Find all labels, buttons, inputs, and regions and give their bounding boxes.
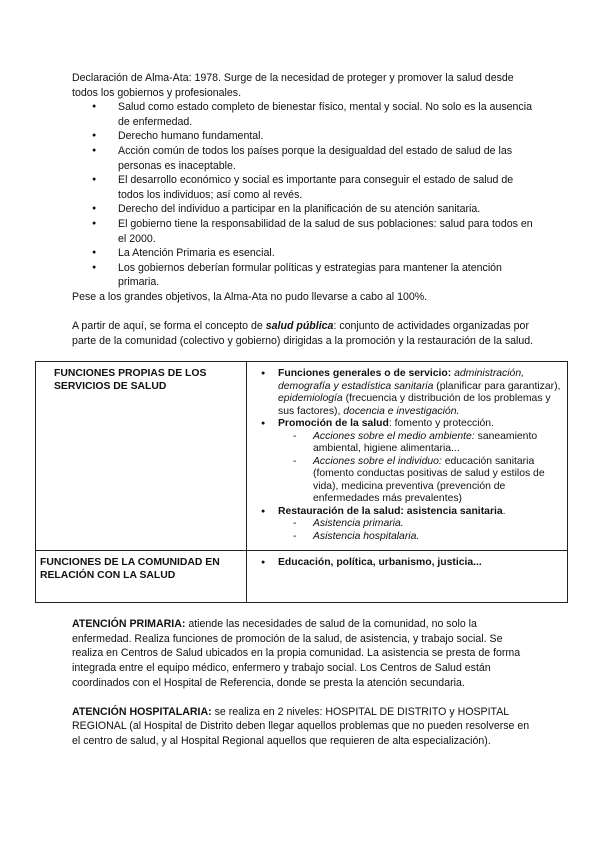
list-item	[278, 418, 563, 506]
list-item: ● El gobierno tiene la responsabilidad de la salud de sus poblaciones: salud para todos en el 2000.	[118, 217, 540, 246]
item-title: Funciones generales o de servicio:	[278, 368, 455, 380]
list-item: ● Salud como estado completo de bienestar físico, mental y social. No solo es la ausencia de enfermedad.	[118, 100, 540, 129]
list-item: ● Los gobiernos deberían formular políticas y estrategias para mantener la atención primaria.	[118, 261, 540, 290]
list-item: ● Acción común de todos los países porque la desigualdad del estado de salud de las personas es inaceptable.	[118, 144, 540, 173]
sub-item	[313, 518, 563, 531]
funciones-table	[35, 361, 568, 603]
alma-ata-list	[72, 100, 540, 290]
list-item	[278, 368, 563, 418]
list-item: ● El desarrollo económico y social es importante para conseguir el estado de salud de todos los individuos; así como al revés.	[118, 173, 540, 202]
table-row	[36, 362, 568, 551]
item-text: educación sanitaria (fomento conductas positivas de salud y estilos de vida), medicina preventiva (prevención de enfermedades más prevalentes)	[313, 455, 545, 505]
item-title: Restauración de la salud: asistencia sanitaria	[278, 505, 503, 517]
item-italic: Asistencia hospitalaria.	[313, 530, 420, 542]
salud-publica-paragraph	[72, 319, 540, 348]
atencion-primaria-text: atiende las necesidades de salud de la comunidad, no solo la enfermedad. Realiza funciones de promoción de la salud, de asistencia, y trabajo social. Se realiza en Centros de Salud ubicados en la propia comunidad. La asistencia se presta de forma integrada entre el equipo médico, enfermero y trabajo social. Los Centros de Salud están coordinados con el Hospital de Referencia, donde se presta la atención secundaria.	[72, 618, 521, 689]
salud-publica-prefix: A partir de aquí, se forma el concepto de	[72, 320, 266, 333]
item-italic: Asistencia primaria.	[313, 518, 404, 530]
list-item: ● Derecho del individuo a participar en la planificación de su atención sanitaria.	[118, 202, 540, 217]
item-italic: docencia e investigación.	[343, 405, 460, 417]
alma-ata-section	[72, 71, 540, 305]
item-italic: Acciones sobre el medio ambiente:	[313, 430, 475, 442]
table-row	[36, 551, 568, 603]
sub-item	[313, 456, 563, 506]
item-text: (frecuencia y distribución de los problemas y sus factores),	[278, 393, 551, 417]
alma-ata-heading: Declaración de Alma-Ata: 1978. Surge de la necesidad de proteger y promover la salud desde todos los gobiernos y profesionales.	[72, 72, 514, 99]
atencion-hospitalaria-paragraph	[72, 705, 534, 749]
salud-publica-term: salud pública	[265, 320, 334, 333]
row-header: FUNCIONES DE LA COMUNIDAD EN RELACIÓN CON LA SALUD	[36, 551, 247, 603]
item-italic: Acciones sobre el individuo:	[313, 455, 442, 467]
item-italic: administración, demografía y estadística sanitaria	[278, 368, 525, 392]
row-content	[247, 551, 568, 603]
list-item	[278, 506, 563, 544]
alma-ata-closing: Pese a los grandes objetivos, la Alma-Ata no pudo llevarse a cabo al 100%.	[72, 290, 428, 303]
item-title: Promoción de la salud	[278, 418, 389, 430]
list-item: ● La Atención Primaria es esencial.	[118, 246, 540, 261]
item-italic: epidemiología	[278, 393, 343, 405]
item-text: : fomento y protección.	[388, 418, 494, 430]
salud-publica-definition: : conjunto de actividades organizadas por parte de la comunidad (colectivo y gobierno) dirigidas a la promoción y la restauración de la salud.	[72, 320, 534, 347]
atencion-hospitalaria-label: ATENCIÓN HOSPITALARIA:	[72, 705, 212, 718]
sub-item	[313, 531, 563, 544]
sub-item	[313, 431, 563, 456]
list-item	[278, 557, 563, 570]
item-text: saneamiento ambiental, higiene alimentaria...	[313, 430, 538, 455]
row-header: FUNCIONES PROPIAS DE LOS SERVICIOS DE SALUD	[36, 362, 247, 551]
atencion-primaria-label: ATENCIÓN PRIMARIA:	[72, 618, 186, 631]
list-item: ● Derecho humano fundamental.	[118, 129, 540, 144]
atencion-primaria-paragraph	[72, 617, 534, 690]
item-title: Educación, política, urbanismo, justicia...	[278, 557, 482, 569]
atencion-hospitalaria-text: se realiza en 2 niveles: HOSPITAL DE DISTRITO y HOSPITAL REGIONAL (al Hospital de Distrito deben llegar aquellos problemas que no pueden resolverse en el centro de salud, y al Hospital Regional aquellos que requieren de alta especialización).	[72, 705, 530, 748]
item-text: (planificar para garantizar),	[433, 380, 561, 392]
item-text: .	[502, 505, 506, 517]
row-content	[247, 362, 568, 551]
